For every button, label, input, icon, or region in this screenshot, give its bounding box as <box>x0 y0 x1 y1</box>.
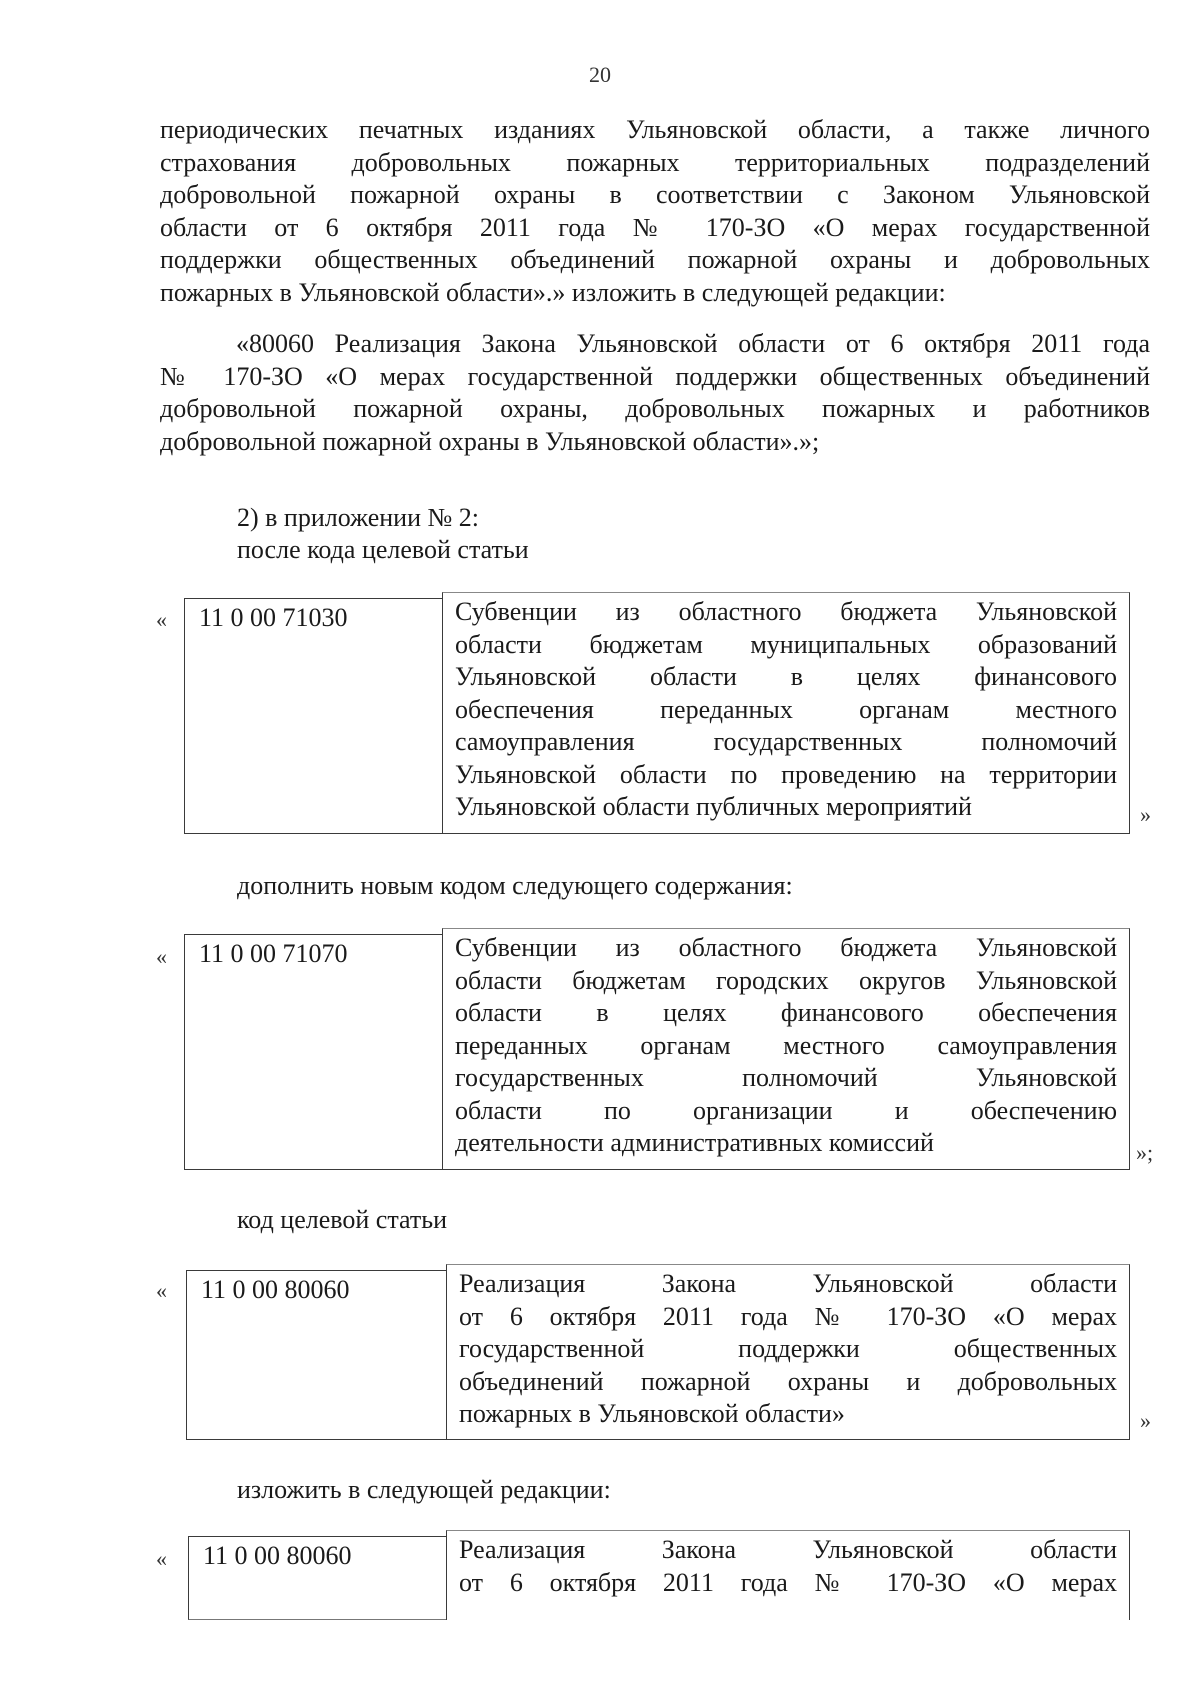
entry3-line: от 6 октября 2011 года № 170-ЗО «О мерах <box>459 1301 1117 1331</box>
quote-line: добровольной пожарной охраны в Ульяновской области».»; <box>160 426 820 456</box>
entry1-open-quote: « <box>156 607 167 632</box>
entry2-line: деятельности административных комиссий <box>455 1128 934 1157</box>
entry3-close-quote: » <box>1140 1408 1151 1433</box>
entry4-open-quote: « <box>156 1546 167 1571</box>
entry1-line: Ульяновской области публичных мероприятий <box>455 792 972 821</box>
entry2-line: государственных полномочий Ульяновской <box>455 1063 1117 1092</box>
item2-heading: 2) в приложении № 2: <box>237 503 480 532</box>
entry2-line: переданных органам местного самоуправления <box>455 1030 1117 1060</box>
entry3-line: объединений пожарной охраны и добровольных <box>459 1366 1117 1396</box>
entry2-code-cell: 11 0 00 71070 <box>184 934 442 1170</box>
entry3-line: пожарных в Ульяновской области» <box>459 1399 845 1428</box>
intro-line: области от 6 октября 2011 года № 170-ЗО «О мерах государственной <box>160 212 1150 242</box>
entry4-description-cell <box>446 1530 1130 1620</box>
item2-subheading: после кода целевой статьи <box>237 535 529 564</box>
intro-line: страхования добровольных пожарных территориальных подразделений <box>160 147 1150 177</box>
entry2-line: области по организации и обеспечению <box>455 1095 1117 1125</box>
quote-line: № 170-ЗО «О мерах государственной поддержки общественных объединений <box>160 361 1150 391</box>
entry1-line: Ульяновской области в целях финансового <box>455 662 1117 691</box>
intro-line: поддержки общественных объединений пожарной охраны и добровольных <box>160 245 1150 274</box>
intro-line: добровольной пожарной охраны в соответствии с Законом Ульяновской <box>160 180 1150 209</box>
page-number: 20 <box>589 62 611 87</box>
entry1-line: Субвенции из областного бюджета Ульяновской <box>455 597 1117 626</box>
entry2-line: Субвенции из областного бюджета Ульяновской <box>455 933 1117 962</box>
quote-paragraph <box>160 328 1150 458</box>
entry1-description-cell <box>442 592 1130 834</box>
intro-paragraph <box>160 114 1150 309</box>
entry3-code-cell: 11 0 00 80060 <box>186 1270 446 1440</box>
entry1-line: самоуправления государственных полномочий <box>455 727 1117 756</box>
entry2-line: области в целях финансового обеспечения <box>455 998 1117 1027</box>
entry1-code-cell: 11 0 00 71030 <box>184 598 442 834</box>
entry3-line: Реализация Закона Ульяновской области <box>459 1269 1117 1298</box>
entry1-line: Ульяновской области по проведению на территории <box>455 759 1117 789</box>
entry1-line: обеспечения переданных органам местного <box>455 694 1117 724</box>
entry4-line: от 6 октября 2011 года № 170-ЗО «О мерах <box>459 1567 1117 1597</box>
entry4-code-cell: 11 0 00 80060 <box>188 1536 446 1620</box>
entry2-open-quote: « <box>156 944 167 969</box>
entry2-description-cell <box>442 928 1130 1170</box>
intro-line: пожарных в Ульяновской области».» изложить в следующей редакции: <box>160 277 946 307</box>
entry2-close-quote: »; <box>1136 1140 1154 1165</box>
entry3-open-quote: « <box>156 1278 167 1303</box>
supplement-text: дополнить новым кодом следующего содержания: <box>237 871 793 900</box>
quote-line: «80060 Реализация Закона Ульяновской области от 6 октября 2011 года <box>236 329 1150 358</box>
intro-line: периодических печатных изданиях Ульяновской области, а также личного <box>160 115 1150 144</box>
entry2-line: области бюджетам городских округов Ульяновской <box>455 965 1117 995</box>
entry1-close-quote: » <box>1140 802 1151 827</box>
entry3-description-cell <box>446 1264 1130 1440</box>
quote-line: добровольной пожарной охраны, добровольных пожарных и работников <box>160 394 1150 423</box>
entry1-line: области бюджетам муниципальных образований <box>455 629 1117 659</box>
code-text: код целевой статьи <box>237 1205 447 1234</box>
entry4-line: Реализация Закона Ульяновской области <box>459 1535 1117 1564</box>
entry3-line: государственной поддержки общественных <box>459 1334 1117 1363</box>
restate-text: изложить в следующей редакции: <box>237 1475 611 1504</box>
